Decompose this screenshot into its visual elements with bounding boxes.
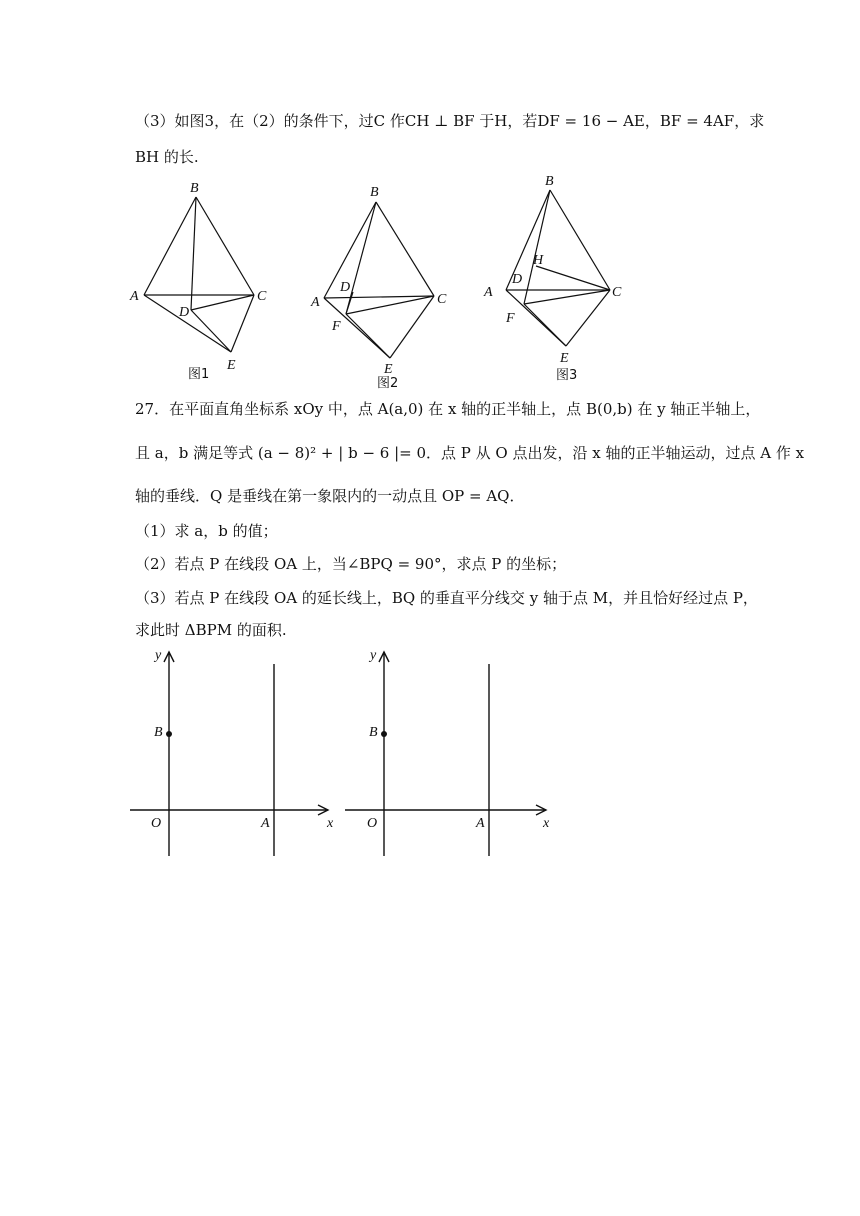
q27-part2: （2）若点 P 在线段 OA 上，当∠BPQ = 90°，求点 P 的坐标； bbox=[135, 555, 567, 573]
fig2-label-d: D bbox=[340, 280, 351, 295]
axes2-label-a: A bbox=[476, 816, 485, 831]
q27-part3-line2: 求此时 ΔBPM 的面积. bbox=[135, 621, 287, 639]
fig2-label-e: E bbox=[384, 362, 393, 377]
fig3-label-h: H bbox=[533, 253, 544, 268]
axes1-label-o: O bbox=[151, 816, 162, 831]
fig1-label-d: D bbox=[179, 305, 190, 320]
axes2-label-x: x bbox=[543, 816, 550, 831]
fig1-label-e: E bbox=[227, 358, 236, 373]
q27-part3-line1: （3）若点 P 在线段 OA 的延长线上，BQ 的垂直平分线交 y 轴于点 M，并且恰好经过点 P， bbox=[135, 589, 758, 607]
q26-part3-line2: BH 的长. bbox=[135, 148, 199, 166]
fig2-label-c: C bbox=[437, 292, 447, 307]
q27-part1: （1）求 a，b 的值； bbox=[135, 522, 278, 540]
fig3-label-c: C bbox=[612, 285, 622, 300]
figure-3 bbox=[480, 172, 650, 382]
axes2-label-o: O bbox=[367, 816, 378, 831]
fig2-label-a: A bbox=[311, 295, 320, 310]
fig1-label-c: C bbox=[257, 289, 267, 304]
figure-2 bbox=[310, 180, 480, 390]
figure-1 bbox=[128, 180, 288, 380]
fig3-caption: 图3 bbox=[556, 368, 578, 383]
fig3-label-d: D bbox=[512, 272, 523, 287]
axes2-label-b: B bbox=[369, 725, 378, 740]
q27-line1: 27．在平面直角坐标系 xOy 中，点 A(a,0) 在 x 轴的正半轴上，点 B(0,b) 在 y 轴正半轴上， bbox=[135, 400, 761, 418]
axes1-label-b: B bbox=[154, 725, 163, 740]
fig3-label-a: A bbox=[484, 285, 493, 300]
fig3-label-f: F bbox=[506, 311, 515, 326]
fig2-label-b: B bbox=[370, 185, 379, 200]
fig2-caption: 图2 bbox=[377, 376, 399, 391]
fig3-label-e: E bbox=[560, 351, 569, 366]
fig3-label-b: B bbox=[545, 174, 554, 189]
axes2-label-y: y bbox=[370, 648, 377, 663]
axes1-label-x: x bbox=[327, 816, 334, 831]
fig1-label-a: A bbox=[130, 289, 139, 304]
axes-diagram-2 bbox=[343, 644, 563, 864]
q26-part3-line1: （3）如图3，在（2）的条件下，过C 作CH ⊥ BF 于H，若DF = 16 − AE，BF = 4AF，求 bbox=[135, 112, 765, 130]
axes-diagram-1 bbox=[128, 644, 348, 864]
axes1-label-y: y bbox=[155, 648, 162, 663]
fig1-caption: 图1 bbox=[188, 367, 210, 382]
q27-line2: 且 a，b 满足等式 (a − 8)² + | b − 6 |= 0．点 P 从 O 点出发，沿 x 轴的正半轴运动，过点 A 作 x bbox=[135, 444, 805, 462]
axes1-label-a: A bbox=[261, 816, 270, 831]
fig2-label-f: F bbox=[332, 319, 341, 334]
q27-line3: 轴的垂线．Q 是垂线在第一象限内的一动点且 OP = AQ． bbox=[135, 487, 525, 505]
fig1-label-b: B bbox=[190, 181, 199, 196]
